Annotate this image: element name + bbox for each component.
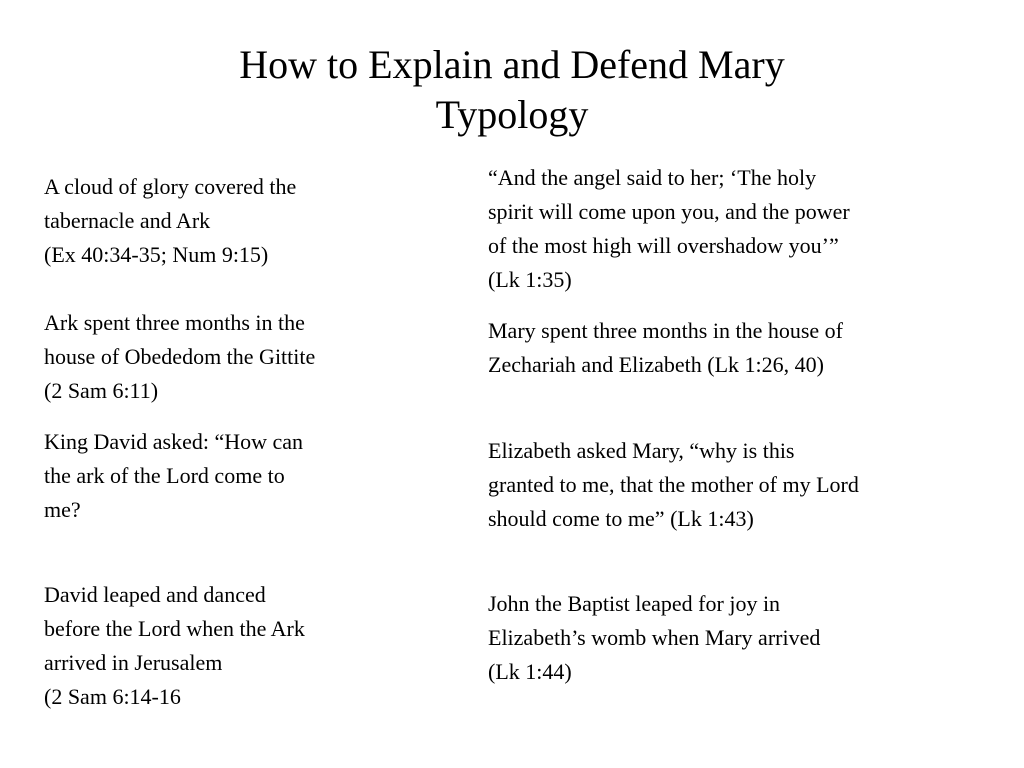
slide-title xyxy=(0,40,1024,140)
right-text-mary-three-months: Mary spent three months in the house of Zechariah and Elizabeth (Lk 1:26, 40) xyxy=(488,318,843,377)
slide-title-line-1: How to Explain and Defend Mary xyxy=(239,42,785,87)
left-text-david-leaped: David leaped and danced before the Lord when the Ark arrived in Jerusalem (2 Sam 6:14-16 xyxy=(44,582,305,709)
right-text-elizabeth-asked: Elizabeth asked Mary, “why is this granted to me, that the mother of my Lord should come to me” (Lk 1:43) xyxy=(488,438,859,531)
right-text-angel-said: “And the angel said to her; ‘The holy spirit will come upon you, and the power of the most high will overshadow you’” (Lk 1:35) xyxy=(488,165,850,292)
left-text-king-david-asked: King David asked: “How can the ark of the Lord come to me? xyxy=(44,429,304,522)
left-text-cloud-of-glory: A cloud of glory covered the tabernacle and Ark (Ex 40:34-35; Num 9:15) xyxy=(44,174,297,267)
right-text-john-leaped: John the Baptist leaped for joy in Elizabeth’s womb when Mary arrived (Lk 1:44) xyxy=(488,591,821,684)
left-text-ark-three-months: Ark spent three months in the house of Obededom the Gittite (2 Sam 6:11) xyxy=(44,310,316,403)
slide-title-line-2: Typology xyxy=(435,92,589,137)
